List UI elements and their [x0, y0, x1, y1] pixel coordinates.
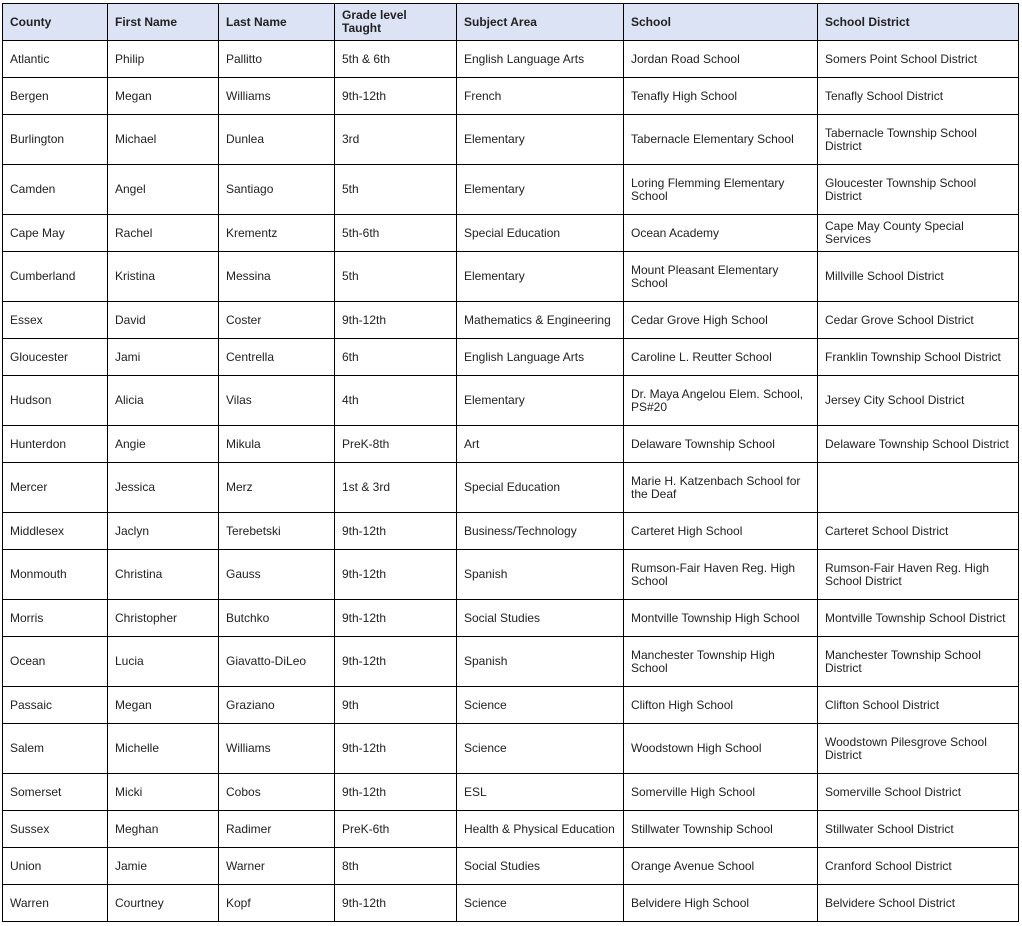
cell-first-name: Rachel	[108, 215, 219, 252]
cell-school-district: Delaware Township School District	[818, 426, 1019, 463]
cell-county: Middlesex	[3, 513, 108, 550]
cell-subject-area: Science	[457, 885, 624, 922]
table-row	[3, 463, 1019, 513]
cell-county: Union	[3, 848, 108, 885]
cell-school: Manchester Township High School	[624, 637, 818, 687]
cell-grade-level: 5th-6th	[335, 215, 457, 252]
cell-last-name: Kopf	[219, 885, 335, 922]
cell-county: Monmouth	[3, 550, 108, 600]
cell-school-district: Millville School District	[818, 252, 1019, 302]
cell-grade-level: 1st & 3rd	[335, 463, 457, 513]
cell-last-name: Santiago	[219, 165, 335, 215]
cell-grade-level: 9th-12th	[335, 724, 457, 774]
cell-school: Loring Flemming Elementary School	[624, 165, 818, 215]
cell-grade-level: 9th-12th	[335, 600, 457, 637]
cell-school: Marie H. Katzenbach School for the Deaf	[624, 463, 818, 513]
teacher-table-container	[2, 3, 1019, 922]
table-row	[3, 637, 1019, 687]
cell-school-district: Gloucester Township School District	[818, 165, 1019, 215]
cell-first-name: Jamie	[108, 848, 219, 885]
header-first-name: First Name	[108, 4, 219, 41]
cell-first-name: Jaclyn	[108, 513, 219, 550]
cell-county: Hunterdon	[3, 426, 108, 463]
cell-school-district: Franklin Township School District	[818, 339, 1019, 376]
cell-county: Cumberland	[3, 252, 108, 302]
cell-school: Jordan Road School	[624, 41, 818, 78]
cell-subject-area: Science	[457, 687, 624, 724]
cell-subject-area: Elementary	[457, 376, 624, 426]
cell-school: Caroline L. Reutter School	[624, 339, 818, 376]
cell-first-name: Micki	[108, 774, 219, 811]
cell-grade-level: 9th-12th	[335, 637, 457, 687]
cell-school: Cedar Grove High School	[624, 302, 818, 339]
cell-subject-area: Health & Physical Education	[457, 811, 624, 848]
table-row	[3, 600, 1019, 637]
cell-school: Montville Township High School	[624, 600, 818, 637]
cell-county: Salem	[3, 724, 108, 774]
table-row	[3, 302, 1019, 339]
cell-county: Essex	[3, 302, 108, 339]
cell-last-name: Giavatto-DiLeo	[219, 637, 335, 687]
cell-first-name: Michael	[108, 115, 219, 165]
table-body	[3, 41, 1019, 922]
cell-school: Stillwater Township School	[624, 811, 818, 848]
cell-last-name: Graziano	[219, 687, 335, 724]
cell-school-district: Clifton School District	[818, 687, 1019, 724]
cell-subject-area: Spanish	[457, 550, 624, 600]
cell-first-name: Jami	[108, 339, 219, 376]
cell-school-district: Carteret School District	[818, 513, 1019, 550]
cell-last-name: Warner	[219, 848, 335, 885]
cell-first-name: Courtney	[108, 885, 219, 922]
cell-grade-level: 9th	[335, 687, 457, 724]
cell-grade-level: PreK-8th	[335, 426, 457, 463]
cell-first-name: Meghan	[108, 811, 219, 848]
cell-school: Tabernacle Elementary School	[624, 115, 818, 165]
table-row	[3, 811, 1019, 848]
cell-first-name: Alicia	[108, 376, 219, 426]
table-row	[3, 513, 1019, 550]
cell-subject-area: Special Education	[457, 463, 624, 513]
cell-school-district: Tenafly School District	[818, 78, 1019, 115]
cell-subject-area: Spanish	[457, 637, 624, 687]
cell-grade-level: 4th	[335, 376, 457, 426]
cell-last-name: Williams	[219, 78, 335, 115]
table-row	[3, 550, 1019, 600]
table-header-row	[3, 4, 1019, 41]
cell-county: Warren	[3, 885, 108, 922]
table-row	[3, 215, 1019, 252]
cell-school: Carteret High School	[624, 513, 818, 550]
cell-grade-level: 5th	[335, 165, 457, 215]
cell-first-name: Megan	[108, 687, 219, 724]
header-last-name: Last Name	[219, 4, 335, 41]
cell-subject-area: English Language Arts	[457, 41, 624, 78]
cell-subject-area: English Language Arts	[457, 339, 624, 376]
cell-last-name: Vilas	[219, 376, 335, 426]
cell-grade-level: 3rd	[335, 115, 457, 165]
table-row	[3, 885, 1019, 922]
cell-school: Somerville High School	[624, 774, 818, 811]
table-row	[3, 426, 1019, 463]
cell-subject-area: Art	[457, 426, 624, 463]
cell-subject-area: Social Studies	[457, 600, 624, 637]
cell-subject-area: Social Studies	[457, 848, 624, 885]
cell-school-district: Somerville School District	[818, 774, 1019, 811]
cell-county: Passaic	[3, 687, 108, 724]
table-row	[3, 115, 1019, 165]
cell-county: Cape May	[3, 215, 108, 252]
cell-first-name: Jessica	[108, 463, 219, 513]
cell-school: Dr. Maya Angelou Elem. School, PS#20	[624, 376, 818, 426]
table-row	[3, 774, 1019, 811]
header-subject-area: Subject Area	[457, 4, 624, 41]
cell-first-name: Kristina	[108, 252, 219, 302]
table-row	[3, 165, 1019, 215]
table-row	[3, 339, 1019, 376]
cell-first-name: Christina	[108, 550, 219, 600]
cell-last-name: Cobos	[219, 774, 335, 811]
cell-county: Ocean	[3, 637, 108, 687]
cell-subject-area: Elementary	[457, 165, 624, 215]
cell-last-name: Centrella	[219, 339, 335, 376]
cell-school-district: Cranford School District	[818, 848, 1019, 885]
header-school-district: School District	[818, 4, 1019, 41]
cell-school-district: Manchester Township School District	[818, 637, 1019, 687]
cell-county: Atlantic	[3, 41, 108, 78]
cell-county: Camden	[3, 165, 108, 215]
cell-first-name: Angie	[108, 426, 219, 463]
cell-first-name: Angel	[108, 165, 219, 215]
cell-school-district: Stillwater School District	[818, 811, 1019, 848]
cell-subject-area: French	[457, 78, 624, 115]
cell-county: Mercer	[3, 463, 108, 513]
cell-grade-level: 5th	[335, 252, 457, 302]
cell-last-name: Pallitto	[219, 41, 335, 78]
cell-school: Ocean Academy	[624, 215, 818, 252]
cell-school-district: Rumson-Fair Haven Reg. High School District	[818, 550, 1019, 600]
cell-county: Sussex	[3, 811, 108, 848]
cell-county: Bergen	[3, 78, 108, 115]
cell-last-name: Williams	[219, 724, 335, 774]
cell-grade-level: PreK-6th	[335, 811, 457, 848]
cell-grade-level: 9th-12th	[335, 513, 457, 550]
cell-school-district: Belvidere School District	[818, 885, 1019, 922]
cell-school-district: Tabernacle Township School District	[818, 115, 1019, 165]
cell-first-name: David	[108, 302, 219, 339]
cell-last-name: Terebetski	[219, 513, 335, 550]
cell-school: Delaware Township School	[624, 426, 818, 463]
cell-school: Belvidere High School	[624, 885, 818, 922]
cell-county: Morris	[3, 600, 108, 637]
cell-grade-level: 8th	[335, 848, 457, 885]
table-row	[3, 724, 1019, 774]
cell-last-name: Messina	[219, 252, 335, 302]
cell-last-name: Mikula	[219, 426, 335, 463]
cell-school-district	[818, 463, 1019, 513]
cell-school: Tenafly High School	[624, 78, 818, 115]
cell-grade-level: 9th-12th	[335, 774, 457, 811]
header-school: School	[624, 4, 818, 41]
cell-first-name: Megan	[108, 78, 219, 115]
cell-subject-area: Science	[457, 724, 624, 774]
table-row	[3, 687, 1019, 724]
cell-school: Orange Avenue School	[624, 848, 818, 885]
cell-county: Hudson	[3, 376, 108, 426]
header-county: County	[3, 4, 108, 41]
cell-school-district: Montville Township School District	[818, 600, 1019, 637]
cell-school: Rumson-Fair Haven Reg. High School	[624, 550, 818, 600]
table-row	[3, 252, 1019, 302]
cell-county: Gloucester	[3, 339, 108, 376]
cell-first-name: Lucia	[108, 637, 219, 687]
cell-county: Burlington	[3, 115, 108, 165]
table-row	[3, 78, 1019, 115]
cell-subject-area: Elementary	[457, 115, 624, 165]
cell-school-district: Woodstown Pilesgrove School District	[818, 724, 1019, 774]
cell-first-name: Christopher	[108, 600, 219, 637]
cell-school-district: Jersey City School District	[818, 376, 1019, 426]
cell-school: Clifton High School	[624, 687, 818, 724]
cell-last-name: Gauss	[219, 550, 335, 600]
cell-first-name: Philip	[108, 41, 219, 78]
cell-school: Mount Pleasant Elementary School	[624, 252, 818, 302]
cell-last-name: Krementz	[219, 215, 335, 252]
cell-last-name: Butchko	[219, 600, 335, 637]
cell-grade-level: 5th & 6th	[335, 41, 457, 78]
table-row	[3, 41, 1019, 78]
cell-last-name: Radimer	[219, 811, 335, 848]
cell-school-district: Cape May County Special Services	[818, 215, 1019, 252]
cell-subject-area: Special Education	[457, 215, 624, 252]
cell-last-name: Dunlea	[219, 115, 335, 165]
cell-grade-level: 6th	[335, 339, 457, 376]
teacher-table	[2, 3, 1019, 922]
cell-subject-area: Mathematics & Engineering	[457, 302, 624, 339]
header-grade-level: Grade level Taught	[335, 4, 457, 41]
cell-school-district: Cedar Grove School District	[818, 302, 1019, 339]
cell-subject-area: ESL	[457, 774, 624, 811]
cell-school-district: Somers Point School District	[818, 41, 1019, 78]
cell-grade-level: 9th-12th	[335, 550, 457, 600]
cell-county: Somerset	[3, 774, 108, 811]
cell-school: Woodstown High School	[624, 724, 818, 774]
cell-subject-area: Business/Technology	[457, 513, 624, 550]
cell-first-name: Michelle	[108, 724, 219, 774]
table-row	[3, 376, 1019, 426]
cell-grade-level: 9th-12th	[335, 885, 457, 922]
cell-last-name: Merz	[219, 463, 335, 513]
table-row	[3, 848, 1019, 885]
cell-grade-level: 9th-12th	[335, 302, 457, 339]
cell-last-name: Coster	[219, 302, 335, 339]
cell-grade-level: 9th-12th	[335, 78, 457, 115]
cell-subject-area: Elementary	[457, 252, 624, 302]
